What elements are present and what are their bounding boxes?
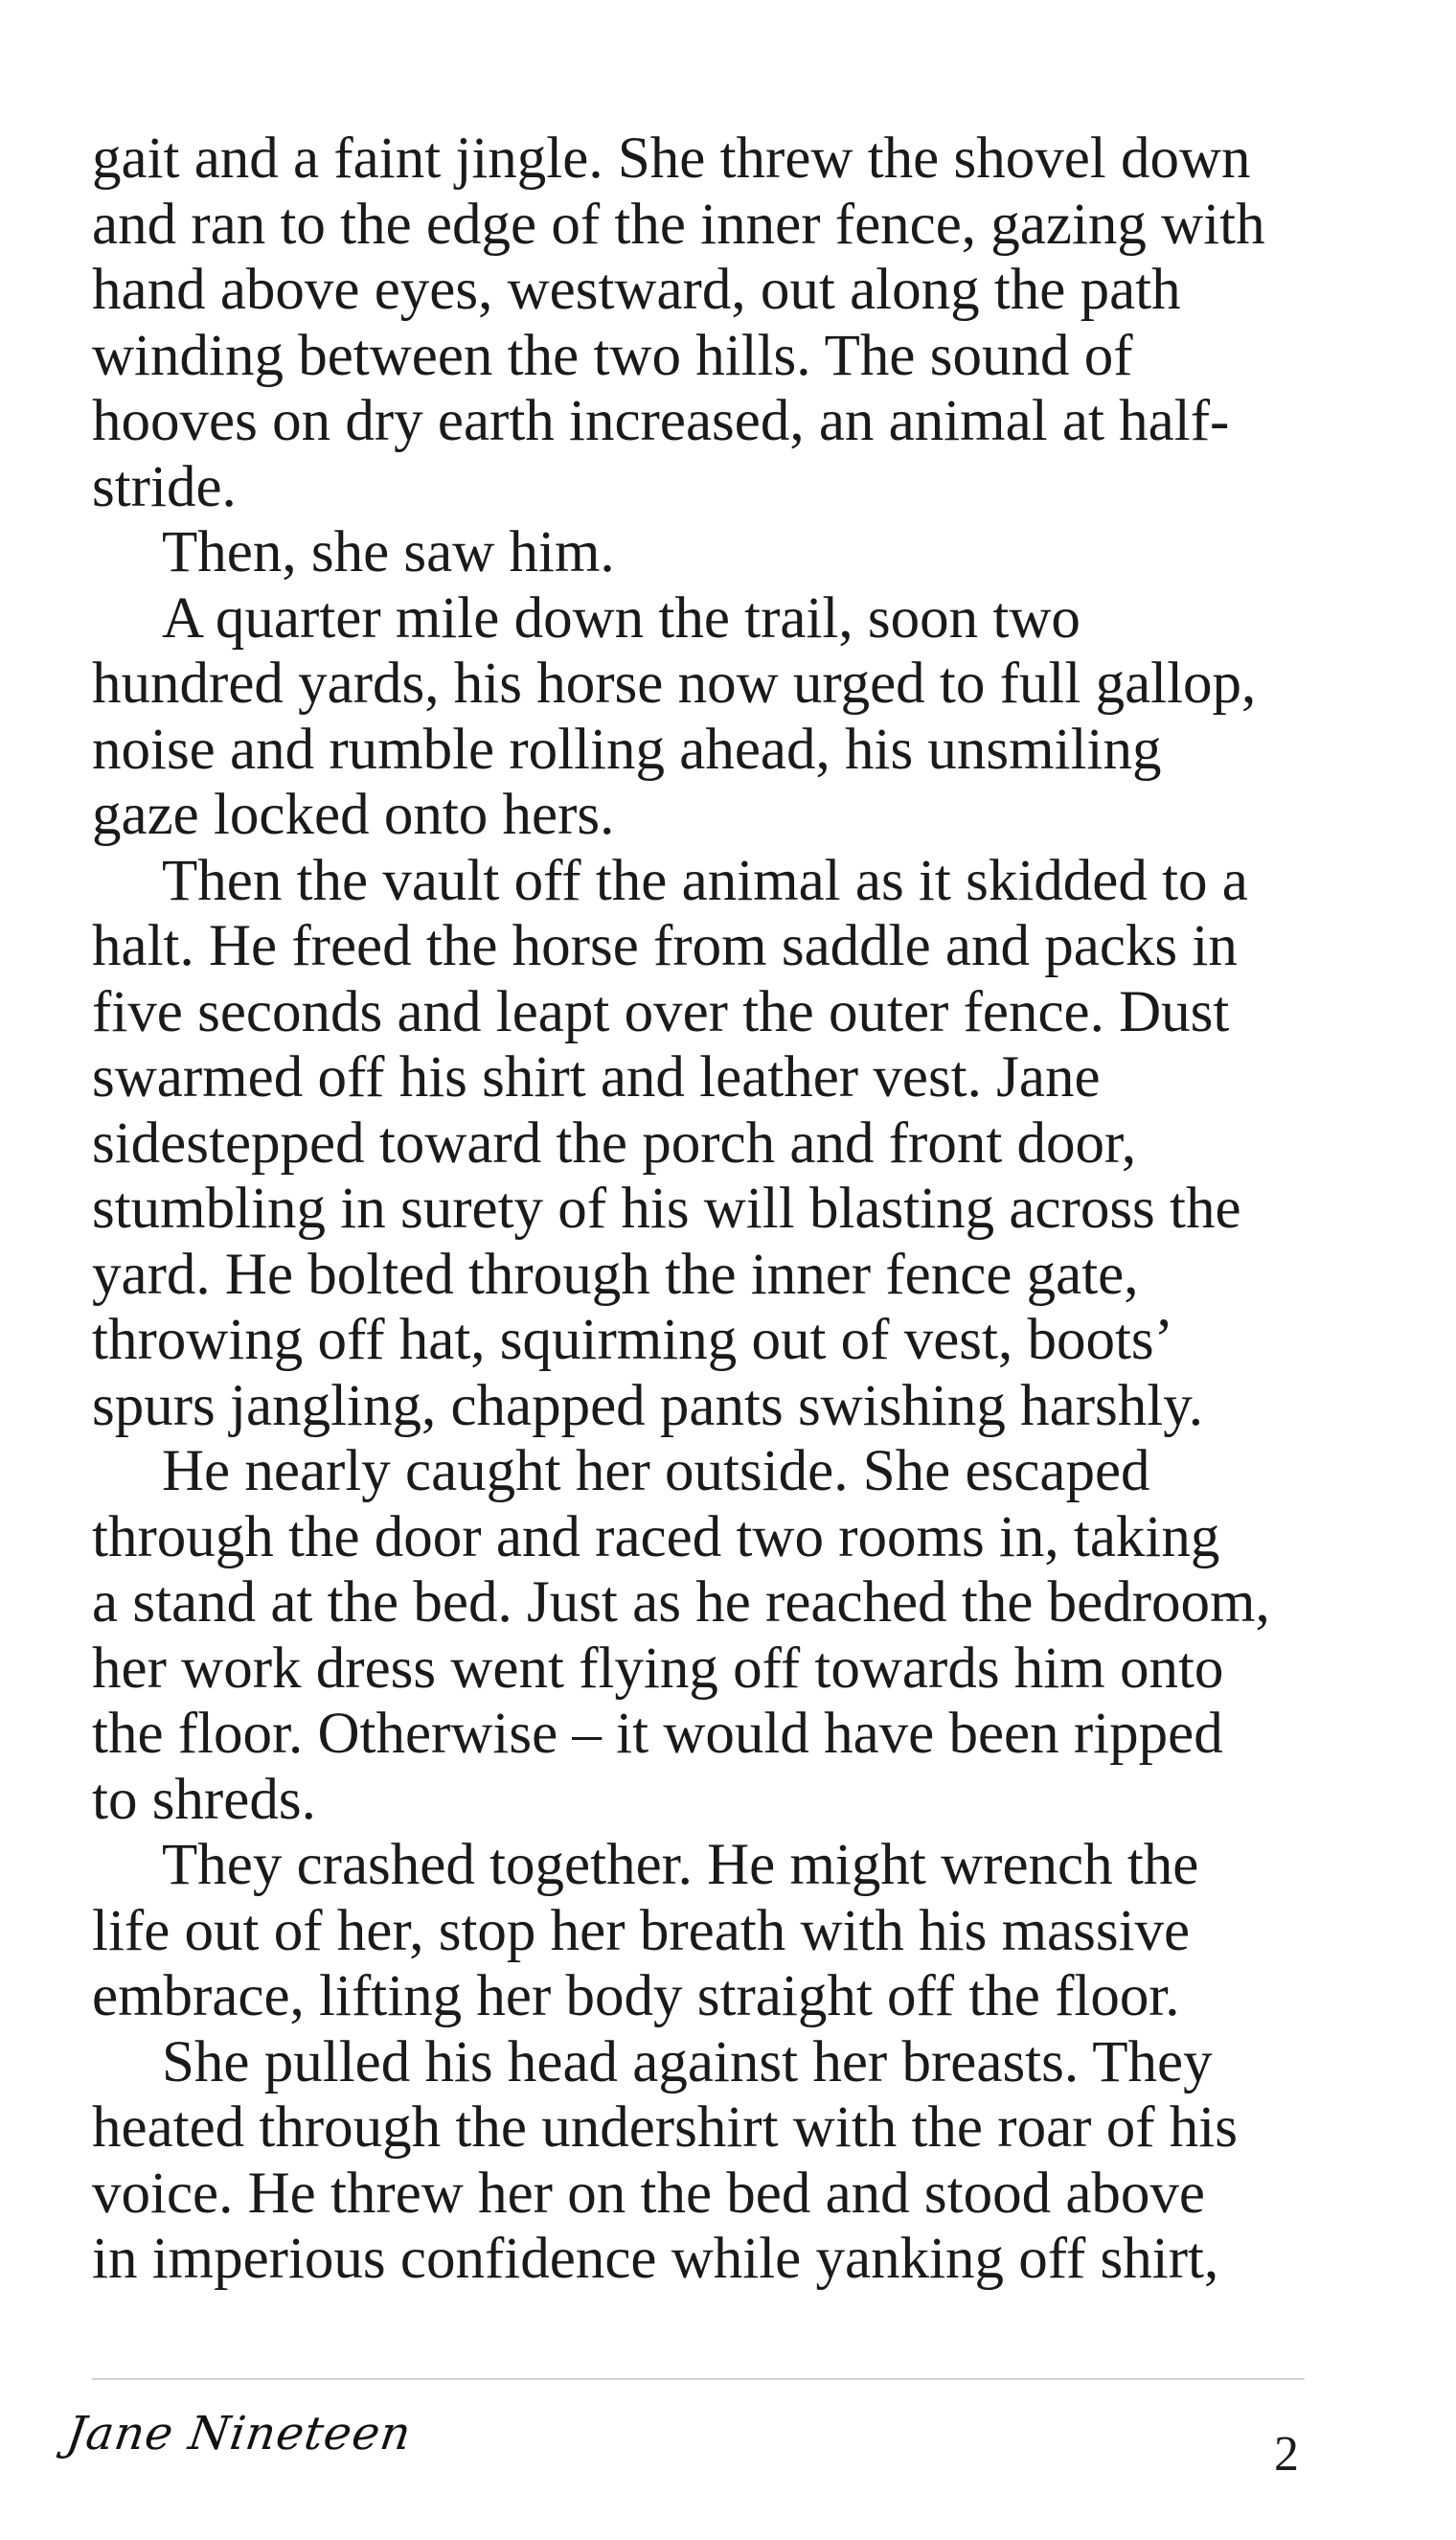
text-line: heated through the undershirt with the roar of his — [92, 2095, 1238, 2160]
text-line: stride. — [92, 454, 237, 519]
page-body — [92, 126, 1381, 2293]
text-line: voice. He threw her on the bed and stood above — [92, 2161, 1206, 2226]
text-line: hooves on dry earth increased, an animal at half- — [92, 389, 1230, 453]
text-line: yard. He bolted through the inner fence gate, — [92, 1242, 1139, 1307]
text-line: throwing off hat, squirming out of vest, boots’ — [92, 1308, 1173, 1372]
footer-signature — [63, 2407, 415, 2460]
text-line: a stand at the bed. Just as he reached the bedroom, — [92, 1570, 1270, 1635]
text-line: swarmed off his shirt and leather vest. Jane — [92, 1045, 1101, 1110]
paragraph-first-line: Then, she saw him. — [162, 520, 615, 584]
paragraph-first-line: She pulled his head against her breasts. They — [162, 2029, 1213, 2094]
footer-divider — [92, 2378, 1305, 2380]
text-line: through the door and raced two rooms in, taking — [92, 1504, 1220, 1569]
signature-last-name: Nineteen — [185, 2407, 416, 2460]
text-line: halt. He freed the horse from saddle and packs in — [92, 914, 1238, 978]
text-line: noise and rumble rolling ahead, his unsmiling — [92, 717, 1162, 782]
text-line: her work dress went flying off towards him onto — [92, 1636, 1224, 1701]
page-number: 2 — [1274, 2427, 1299, 2482]
signature-first-name: Jane — [63, 2407, 178, 2460]
text-line: gait and a faint jingle. She threw the shovel down — [92, 126, 1251, 191]
text-line: five seconds and leapt over the outer fence. Dust — [92, 979, 1230, 1044]
text-line: sidestepped toward the porch and front door, — [92, 1110, 1137, 1176]
paragraph-first-line: He nearly caught her outside. She escaped — [162, 1439, 1150, 1503]
text-line: in imperious confidence while yanking off shirt, — [92, 2227, 1219, 2291]
text-line: hundred yards, his horse now urged to full gallop, — [92, 652, 1257, 716]
text-line: embrace, lifting her body straight off the floor. — [92, 1964, 1180, 2028]
paragraph-first-line: Then the vault off the animal as it skidded to a — [162, 848, 1248, 913]
text-line: life out of her, stop her breath with his massive — [92, 1898, 1191, 1963]
paragraph-first-line: A quarter mile down the trail, soon two — [162, 585, 1081, 651]
text-line: winding between the two hills. The sound of — [92, 323, 1133, 388]
text-line: spurs jangling, chapped pants swishing harshly. — [92, 1373, 1203, 1438]
text-line: to shreds. — [92, 1767, 316, 1832]
text-line: and ran to the edge of the inner fence, gazing with — [92, 192, 1265, 257]
text-line: stumbling in surety of his will blasting across the — [92, 1177, 1241, 1241]
text-line: the floor. Otherwise – it would have been ripped — [92, 1702, 1223, 1766]
text-line: hand above eyes, westward, out along the path — [92, 258, 1181, 322]
text-line: gaze locked onto hers. — [92, 783, 615, 847]
paragraph-first-line: They crashed together. He might wrench the — [162, 1833, 1199, 1897]
